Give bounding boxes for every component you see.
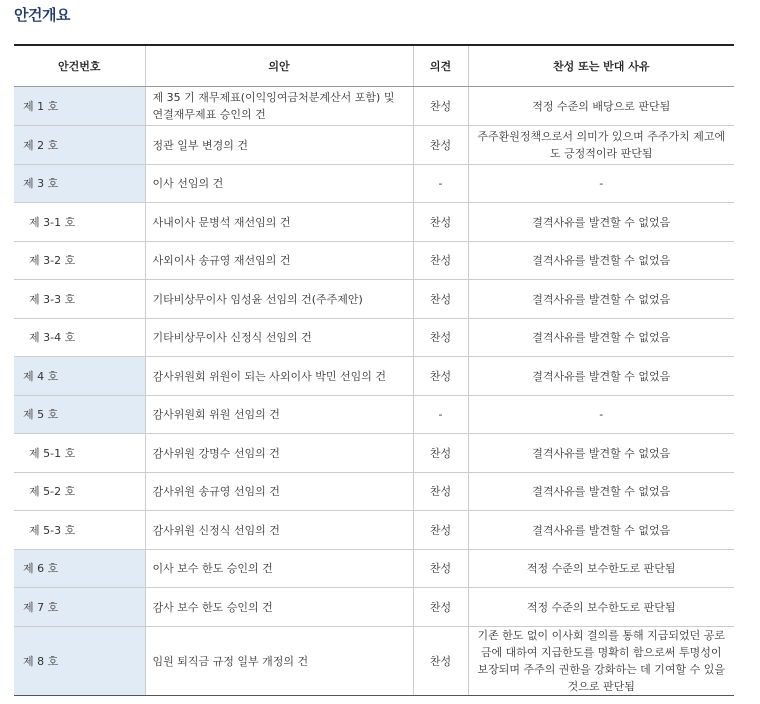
row-opinion: 찬성 xyxy=(413,319,468,357)
row-reason: 결격사유를 발견할 수 없었음 xyxy=(468,473,734,511)
table-row xyxy=(14,87,734,126)
row-number: 제 3-1 호 xyxy=(14,203,145,242)
row-opinion: 찬성 xyxy=(413,357,468,396)
row-number: 제 6 호 xyxy=(14,550,145,588)
row-number: 제 3-4 호 xyxy=(14,319,145,357)
row-opinion: - xyxy=(413,396,468,434)
row-reason: 결격사유를 발견할 수 없었음 xyxy=(468,242,734,280)
row-number: 제 3-2 호 xyxy=(14,242,145,280)
row-reason: 적정 수준의 보수한도로 판단됨 xyxy=(468,588,734,627)
header-reason: 찬성 또는 반대 사유 xyxy=(468,45,734,87)
row-agenda: 제 35 기 재무제표(이익잉여금처분계산서 포함) 및 연결재무제표 승인의 건 xyxy=(145,87,413,126)
row-agenda: 임원 퇴직금 규정 일부 개정의 건 xyxy=(145,627,413,696)
page-title: 안건개요 xyxy=(14,6,70,24)
row-opinion: 찬성 xyxy=(413,434,468,473)
table-row xyxy=(14,280,734,319)
row-number: 제 8 호 xyxy=(14,627,145,696)
table-header-row xyxy=(14,45,734,87)
row-agenda: 감사위원 신정식 선임의 건 xyxy=(145,511,413,550)
row-agenda: 사외이사 송규영 재선임의 건 xyxy=(145,242,413,280)
row-opinion: 찬성 xyxy=(413,627,468,696)
row-number: 제 3 호 xyxy=(14,165,145,203)
table-row xyxy=(14,203,734,242)
table-row xyxy=(14,627,734,696)
row-reason: 결격사유를 발견할 수 없었음 xyxy=(468,434,734,473)
table-row xyxy=(14,396,734,434)
row-opinion: 찬성 xyxy=(413,242,468,280)
row-agenda: 감사 보수 한도 승인의 건 xyxy=(145,588,413,627)
row-opinion: 찬성 xyxy=(413,126,468,165)
row-reason: 결격사유를 발견할 수 없었음 xyxy=(468,357,734,396)
row-agenda: 감사위원회 위원이 되는 사외이사 박민 선임의 건 xyxy=(145,357,413,396)
row-agenda: 정관 일부 변경의 건 xyxy=(145,126,413,165)
table-row xyxy=(14,434,734,473)
row-number: 제 5 호 xyxy=(14,396,145,434)
row-agenda: 기타비상무이사 임성윤 선임의 건(주주제안) xyxy=(145,280,413,319)
header-opinion: 의견 xyxy=(413,45,468,87)
row-agenda: 감사위원회 위원 선임의 건 xyxy=(145,396,413,434)
table-row xyxy=(14,319,734,357)
row-opinion: 찬성 xyxy=(413,87,468,126)
row-opinion: 찬성 xyxy=(413,550,468,588)
table-row xyxy=(14,550,734,588)
row-number: 제 5-1 호 xyxy=(14,434,145,473)
row-reason: 결격사유를 발견할 수 없었음 xyxy=(468,319,734,357)
row-agenda: 감사위원 강명수 선임의 건 xyxy=(145,434,413,473)
row-opinion: 찬성 xyxy=(413,511,468,550)
row-number: 제 5-2 호 xyxy=(14,473,145,511)
row-number: 제 7 호 xyxy=(14,588,145,627)
row-agenda: 이사 보수 한도 승인의 건 xyxy=(145,550,413,588)
row-agenda: 감사위원 송규영 선임의 건 xyxy=(145,473,413,511)
row-reason: 결격사유를 발견할 수 없었음 xyxy=(468,280,734,319)
table-row xyxy=(14,588,734,627)
row-reason: 적정 수준의 보수한도로 판단됨 xyxy=(468,550,734,588)
row-reason: - xyxy=(468,165,734,203)
row-reason: 주주환원정책으로서 의미가 있으며 주주가치 제고에도 긍정적이라 판단됨 xyxy=(468,126,734,165)
row-number: 제 1 호 xyxy=(14,87,145,126)
header-number: 안건번호 xyxy=(14,45,145,87)
table-row xyxy=(14,511,734,550)
row-reason: 결격사유를 발견할 수 없었음 xyxy=(468,511,734,550)
header-agenda: 의안 xyxy=(145,45,413,87)
row-opinion: 찬성 xyxy=(413,203,468,242)
row-agenda: 이사 선임의 건 xyxy=(145,165,413,203)
row-opinion: - xyxy=(413,165,468,203)
agenda-table xyxy=(14,44,734,696)
table-row xyxy=(14,357,734,396)
row-agenda: 기타비상무이사 신정식 선임의 건 xyxy=(145,319,413,357)
table-row xyxy=(14,473,734,511)
row-reason: 결격사유를 발견할 수 없었음 xyxy=(468,203,734,242)
row-number: 제 3-3 호 xyxy=(14,280,145,319)
table-row xyxy=(14,126,734,165)
row-opinion: 찬성 xyxy=(413,588,468,627)
row-opinion: 찬성 xyxy=(413,473,468,511)
table-row xyxy=(14,165,734,203)
row-number: 제 4 호 xyxy=(14,357,145,396)
row-reason: 기존 한도 없이 이사회 결의를 통해 지급되었던 공로금에 대하여 지급한도를 명확히 함으로써 투명성이 보장되며 주주의 권한을 강화하는 데 기여할 수 있을 것으로 판단됨 xyxy=(468,627,734,696)
table-row xyxy=(14,242,734,280)
row-reason: - xyxy=(468,396,734,434)
row-number: 제 5-3 호 xyxy=(14,511,145,550)
row-agenda: 사내이사 문병석 재선임의 건 xyxy=(145,203,413,242)
row-opinion: 찬성 xyxy=(413,280,468,319)
row-number: 제 2 호 xyxy=(14,126,145,165)
row-reason: 적정 수준의 배당으로 판단됨 xyxy=(468,87,734,126)
